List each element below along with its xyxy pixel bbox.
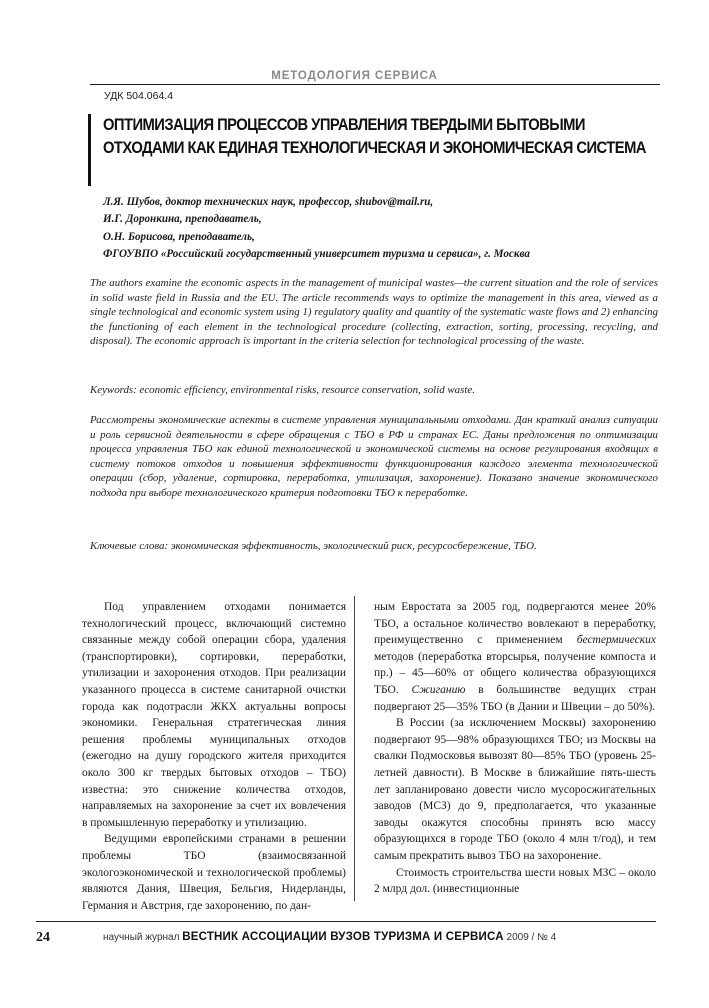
journal-name: ВЕСТНИК АССОЦИАЦИИ ВУЗОВ ТУРИЗМА И СЕРВИСА [182,931,504,943]
column-divider [354,596,355,901]
italic-term: бестермических [576,634,657,647]
header-rule [90,84,660,85]
page-number: 24 [36,930,50,945]
body-column-right [374,599,656,898]
paragraph [374,599,656,715]
text-run: в большинстве ведущих стран подвергают 25—35% ТБО (в Дании и Швеции – до 50%). [374,683,657,713]
author-line: И.Г. Доронкина, преподаватель, [103,213,262,226]
udk-code: УДК 504.064.4 [104,90,174,102]
text-run: ным Евростата за 2005 год, подвергаются менее 20% ТБО, а остальное количество вовлекают в переработку, преимущественно с применением [374,601,656,647]
paragraph: В России (за исключением Москвы) захоронению подвергают 95—98% образующихся ТБО; из Москвы на свалки Подмосковья вывозят 80—85% ТБО (уровень 25-летней давности). В Москве в ближайшие пять-шесть лет запланировано довести число мусоросжигательных заводов (МСЗ) до 9, предполагается, что указанные заводы окажутся способны принять всю массу образующихся в городе ТБО (около 4 млн т/год), и тем самым прекратить вывоз ТБО на захоронение. [374,717,656,862]
keywords-russian: Ключевые слова: экономическая эффективность, экологический риск, ресурсосбережение, ТБО. [90,540,537,552]
text-run: методов (переработка вторсырья, получение компоста и пр.) – 45—60% от общего количества образующихся ТБО. [374,650,656,696]
author-line: О.Н. Борисова, преподаватель, [103,230,255,243]
section-header: МЕТОДОЛОГИЯ СЕРВИСА [271,70,438,82]
paragraph: Ведущими европейскими странами в решении проблемы ТБО (взаимосвязанной экологоэкономической и технологической проблемы) являются Дания, Швеция, Бельгия, Нидерланды, Германия и Австрия, где захоронению, по дан- [82,833,346,912]
paragraph: Стоимость строительства шести новых МЗС – около 2 млрд дол. (инвестиционные [374,866,656,896]
paragraph: Под управлением отходами понимается технологический процесс, включающий системно связанные между собой операции сбора, удаления (транспортировки), сортировки, переработки, утилизации и захоронения отходов. При реализации указанного процесса в системе санитарной очистки города как подотрасли ЖКХ актуальны вопросы экономики. Генеральная стратегическая линия решения проблемы муниципальных отходов (ежегодно на душу городского жителя приходится около 300 кг твердых бытовых отходов – ТБО) известна: это снижение количества отходов, направляемых на захоронение за счет их вовлечения в промышленную переработку и утилизацию. [82,601,346,829]
italic-term: Сжиганию [411,683,466,696]
footer-rule [36,921,656,922]
affiliation: ФГОУВПО «Российский государственный университет туризма и сервиса», г. Москва [103,247,530,260]
abstract-russian: Рассмотрены экономические аспекты в системе управления муниципальными отходами. Дан краткий анализ ситуации и роль сервисной деятельности в сфере обращения с ТБО в РФ и странах ЕС. Даны предложения по оптимизации процесса управления ТБО как единой технологической и экономической системы на основе регулирования входящих в систему потоков отходов и повышения эффективности функционирования каждого элемента технологической операции (сбор, удаление, сортировка, переработка, утилизация, захоронение). Показано значение экономического подхода при выборе технологического критерия подготовки ТБО к переработке. [90,414,658,499]
body-column-left [82,599,346,914]
article-title: ОПТИМИЗАЦИЯ ПРОЦЕССОВ УПРАВЛЕНИЯ ТВЕРДЫМИ БЫТОВЫМИ ОТХОДАМИ КАК ЕДИНАЯ ТЕХНОЛОГИЧЕСКАЯ И ЭКОНОМИЧЕСКАЯ СИСТЕМА [103,116,646,157]
journal-issue: 2009 / № 4 [506,932,557,943]
keywords-english: Keywords: economic efficiency, environmental risks, resource conservation, solid waste. [90,384,475,396]
authors-block [103,194,663,263]
author-line: Л.Я. Шубов, доктор технических наук, профессор, shubov@mail.ru, [103,196,434,208]
journal-prefix: научный журнал [103,932,180,943]
journal-footer [103,931,556,943]
title-accent-bar [88,114,91,186]
abstract-english: The authors examine the economic aspects in the management of municipal wastes—the current situation and the role of services in solid waste field in Russia and the EU. The article recommends ways to optimize the management in this area, viewed as a single technological and economic system using 1) regulatory quality and quantity of the systematic waste flows and 2) enhancing the functioning of each element in the technological procedure (collecting, extraction, sorting, processing, recycling, and disposal). The economic approach is important in the criteria selection for technological processing of the waste. [90,277,658,348]
